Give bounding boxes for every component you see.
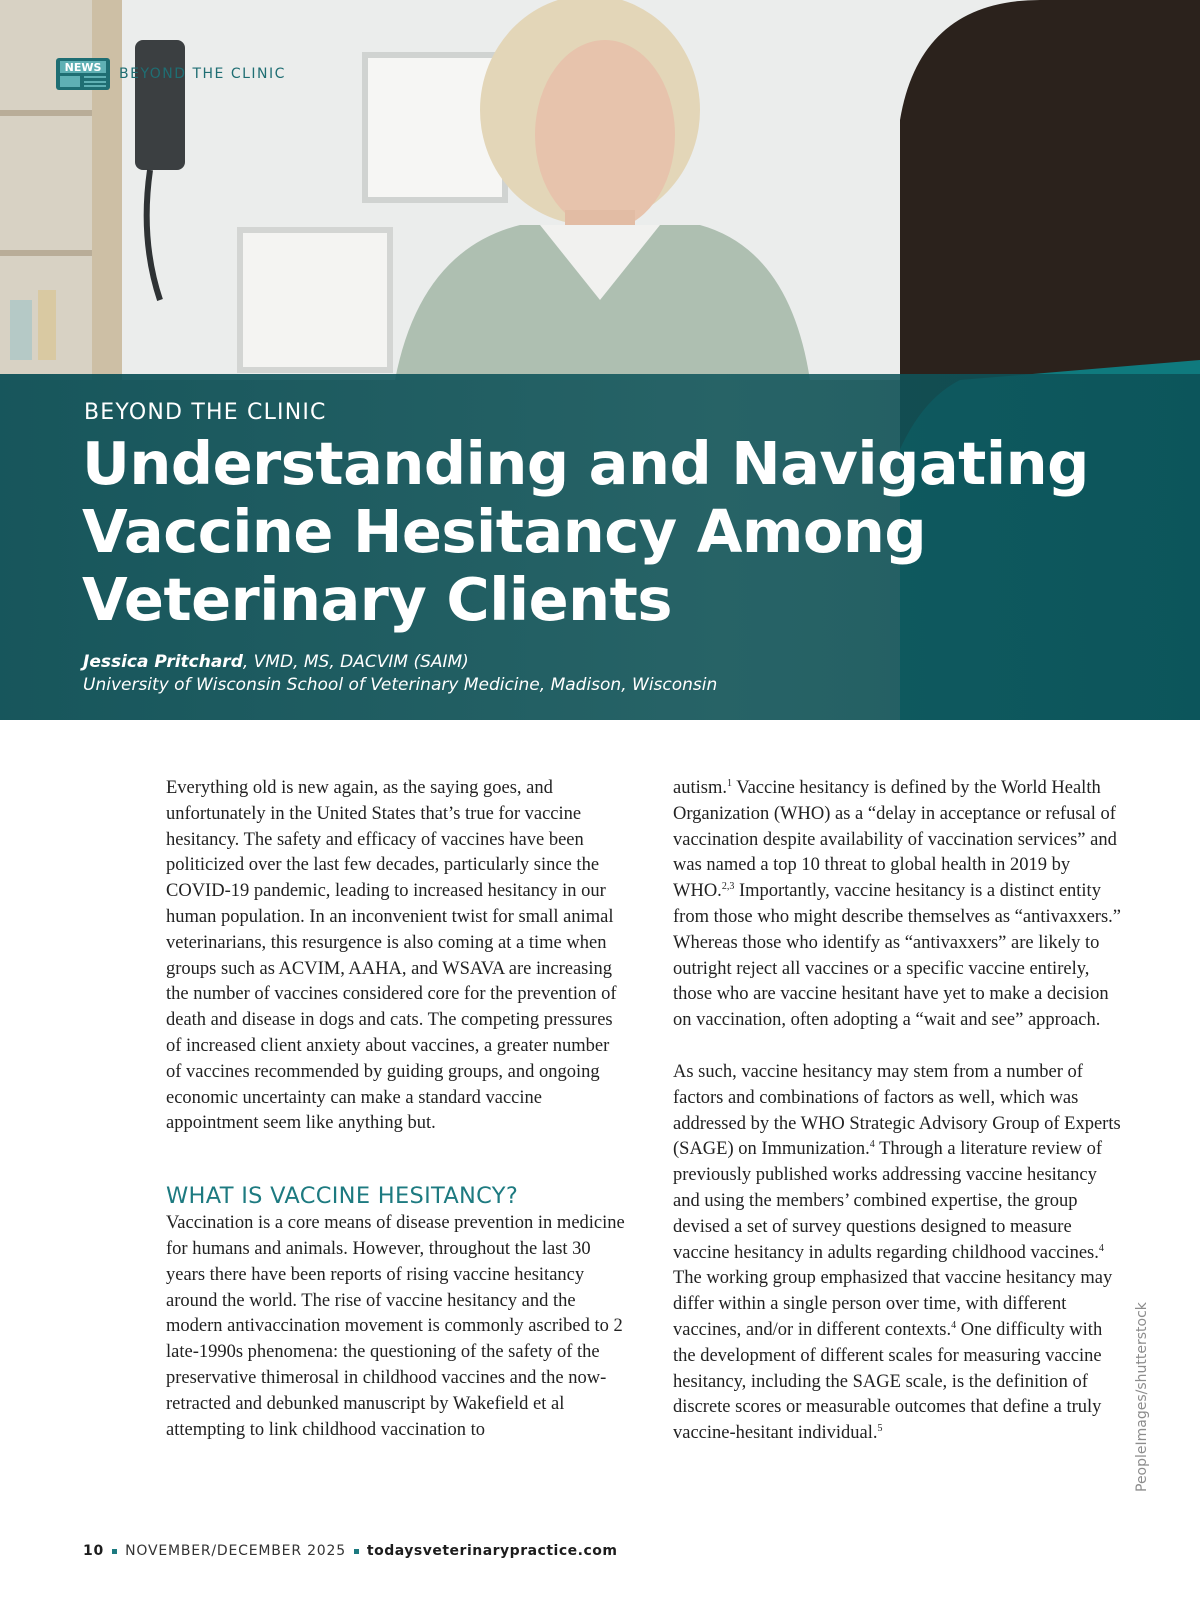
photo-credit: PeopleImages/shutterstock (1134, 1302, 1150, 1492)
body-paragraph (673, 1060, 1128, 1447)
text-run: Through a literature review of previously published works addressing vaccine hesitancy and using the members’ combined expertise, the group devised a set of survey questions designed to measure vaccine hesitancy in adults regarding childhood vaccines. (673, 1139, 1103, 1263)
author-credentials: , VMD, MS, DACVIM (SAIM) (242, 652, 469, 672)
article-title: Understanding and Navigating Vaccine Hesitancy Among Veterinary Clients (82, 429, 1089, 634)
page-number: 10 (83, 1543, 105, 1559)
text-run: Vaccine hesitancy is defined by the World Health Organization (WHO) as a “delay in acceptance or refusal of vaccination despite availability of vaccination services” and was named a top 10 threat to global health in 2019 by WHO. (673, 778, 1117, 902)
intro-paragraph: Everything old is new again, as the saying goes, and unfortunately in the United States that’s true for vaccine hesitancy. The safety and efficacy of vaccines have been politicized over the last few decades, particularly since the COVID-19 pandemic, leading to increased hesitancy in our human population. In an inconvenient twist for small animal veterinarians, this resurgence is also coming at a time when groups such as ACVIM, AAHA, and WSAVA are increasing the number of vaccines considered core for the prevention of death and disease in dogs and cats. The competing pressures of increased client anxiety about vaccines, a greater number of vaccines recommended by guiding groups, and ongoing economic uncertainty can make a standard vaccine appointment seem like anything but. (166, 778, 617, 1134)
issue-date: NOVEMBER/DECEMBER 2025 (125, 1543, 346, 1559)
citation-ref: 4 (951, 1319, 957, 1331)
citation-ref: 1 (726, 777, 732, 789)
body-column-right (673, 776, 1128, 1447)
author-name: Jessica Pritchard (83, 652, 243, 672)
text-run: One difficulty with the development of different scales for measuring vaccine hesitancy, including the SAGE scale, is the definition of discrete scores or measurable outcomes that define a truly vaccine-hesitant individual. (673, 1319, 1103, 1444)
website-link[interactable]: todaysveterinarypractice.com (366, 1543, 618, 1559)
citation-ref: 5 (877, 1422, 883, 1434)
newspaper-icon (55, 57, 111, 91)
author-affiliation: University of Wisconsin School of Veterinary Medicine, Madison, Wisconsin (83, 675, 718, 695)
news-badge-text: NEWS (64, 61, 102, 74)
article-kicker: BEYOND THE CLINIC (84, 400, 327, 425)
text-run: As such, vaccine hesitancy may stem from a number of factors and combinations of factors as well, which was addressed by the WHO Strategic Advisory Group of Experts (SAGE) on Immunization. (673, 1061, 1121, 1160)
text-run: Importantly, vaccine hesitancy is a distinct entity from those who might describe themselves as “antivaxxers.” Whereas those who identify as “antivaxxers” are likely to outright reject all vaccines or a specific vaccine entirely, those who are vaccine hesitant have yet to make a decision on vaccination, often adopting a “wait and see” approach. (673, 881, 1121, 1031)
section-heading: WHAT IS VACCINE HESITANCY? (166, 1183, 519, 1210)
citation-ref: 4 (1098, 1242, 1104, 1254)
body-paragraph (673, 776, 1128, 1034)
body-column-left (166, 776, 626, 1443)
body-paragraph: Vaccination is a core means of disease prevention in medicine for humans and animals. However, throughout the last 30 years there have been reports of rising vaccine hesitancy around the world. The rise of vaccine hesitancy and the modern antivaccination movement is commonly ascribed to 2 late-1990s phenomena: the questioning of the safety of the preservative thimerosal in childhood vaccines and the now-retracted and debunked manuscript by Wakefield et al attempting to link childhood vaccination to (166, 1213, 625, 1440)
page-footer (83, 1543, 617, 1559)
text-run: autism. (673, 778, 727, 798)
separator-square (112, 1549, 117, 1554)
citation-ref: 2,3 (721, 881, 735, 893)
section-tag (55, 57, 286, 91)
text-run: The working group emphasized that vaccine hesitancy may differ within a single person over time, with different vaccines, and/or in different contexts. (673, 1268, 1113, 1340)
citation-ref: 4 (869, 1139, 875, 1151)
byline (83, 652, 469, 672)
section-label: BEYOND THE CLINIC (119, 66, 286, 82)
separator-square (354, 1549, 359, 1554)
